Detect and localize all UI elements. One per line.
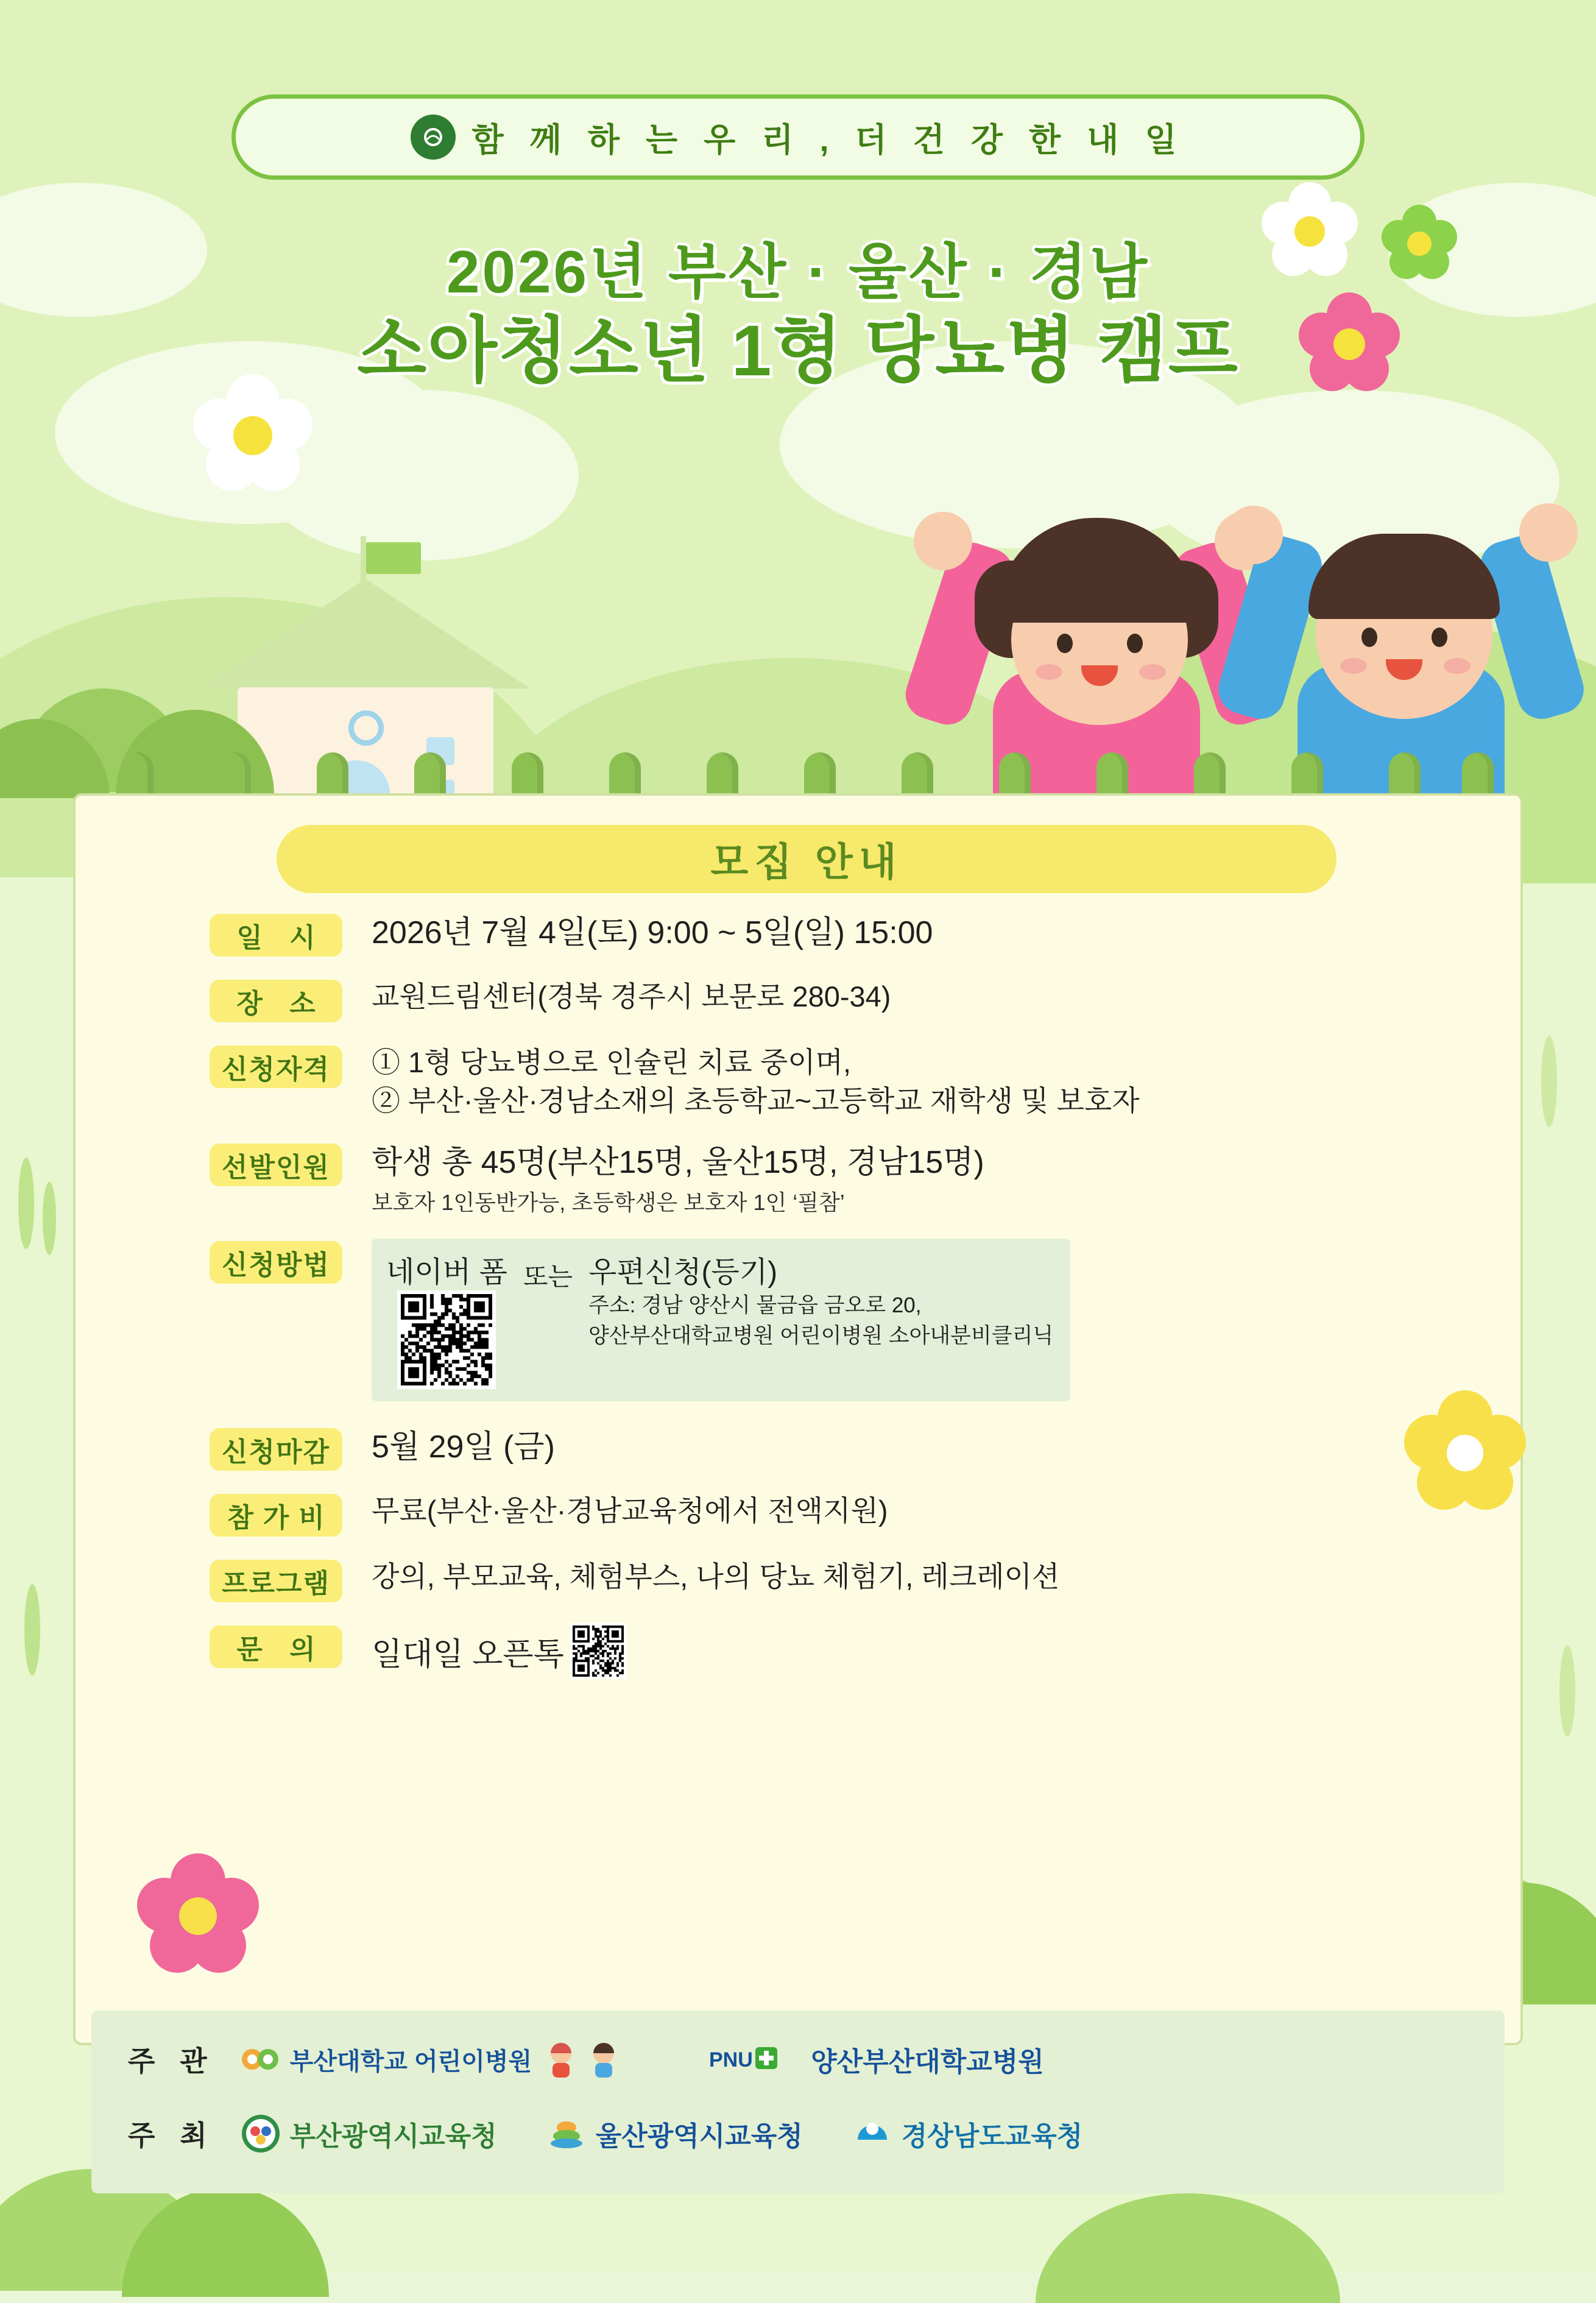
row-place-value: 교원드림센터(경북 경주시 보문로 280-34) bbox=[372, 980, 891, 1013]
row-quota bbox=[76, 1141, 1520, 1219]
row-fee-value: 무료(부산·울산·경남교육청에서 전액지원) bbox=[372, 1495, 888, 1527]
pnuyh-logo bbox=[687, 2041, 802, 2078]
slogan-text: 함 께 하 는 우 리 , 더 건 강 한 내 일 bbox=[471, 121, 1185, 158]
organizer-org-1 bbox=[240, 2113, 497, 2154]
grass-5 bbox=[24, 1584, 40, 1675]
pnu-childrens-hospital-logo bbox=[240, 2039, 281, 2080]
row-contact-tag: 문 의 bbox=[210, 1626, 342, 1668]
row-date-value: 2026년 7월 4일(토) 9:00 ~ 5일(일) 15:00 bbox=[372, 915, 933, 950]
row-quota-value: 학생 총 45명(부산15명, 울산15명, 경남15명) bbox=[372, 1144, 984, 1180]
opentalk-group[interactable] bbox=[372, 1623, 626, 1679]
svg-text:PNU: PNU bbox=[709, 2048, 753, 2071]
grass-2 bbox=[43, 1182, 56, 1255]
host-org-2-name: 양산부산대학교병원 bbox=[811, 2047, 1044, 2077]
card-heading-text: 모집 안내 bbox=[710, 840, 903, 884]
organizer-org-1-name: 부산광역시교육청 bbox=[289, 2121, 497, 2151]
child-mascots-icon bbox=[540, 2040, 632, 2079]
row-program bbox=[76, 1557, 1520, 1602]
naver-form-qr[interactable] bbox=[397, 1290, 496, 1389]
row-eligibility-value-1: ① 1형 당뇨병으로 인슐린 치료 중이며, bbox=[372, 1046, 852, 1078]
title-line-2: 소아청소년 1형 당뇨병 캠프 bbox=[357, 310, 1239, 391]
opentalk-qr[interactable] bbox=[570, 1623, 626, 1679]
row-apply-method-tag: 신청방법 bbox=[210, 1241, 342, 1284]
footer-host-label: 주 관 bbox=[128, 2045, 216, 2077]
postal-address-line-2: 양산부산대학교병원 어린이병원 소아내분비클리닉 bbox=[588, 1324, 1054, 1348]
footer-credits bbox=[91, 2011, 1505, 2193]
emblem-icon bbox=[411, 115, 456, 160]
postal-apply-title: 우편신청(등기) bbox=[588, 1256, 778, 1289]
row-quota-tag: 선발인원 bbox=[210, 1144, 342, 1186]
row-contact bbox=[76, 1623, 1520, 1679]
title-line-1: 2026년 부산 · 울산 · 경남 bbox=[446, 238, 1150, 305]
organizer-org-3-name: 경상남도교육청 bbox=[901, 2121, 1083, 2151]
naver-form-label: 네이버 폼 bbox=[386, 1256, 507, 1289]
flower-pink-card-left bbox=[128, 1846, 268, 1986]
row-program-value: 강의, 부모교육, 체험부스, 나의 당뇨 체험기, 레크레이션 bbox=[372, 1560, 1060, 1593]
busan-education-office-logo bbox=[240, 2113, 281, 2154]
row-deadline-value: 5월 29일 (금) bbox=[372, 1429, 555, 1465]
recruitment-card bbox=[73, 793, 1523, 2045]
row-program-tag: 프로그램 bbox=[210, 1560, 342, 1602]
row-fee-tag: 참가비 bbox=[210, 1494, 342, 1537]
row-deadline bbox=[76, 1426, 1520, 1471]
footer-hosts-row bbox=[128, 2039, 1044, 2080]
grass-3 bbox=[1541, 1036, 1557, 1127]
row-place-tag: 장 소 bbox=[210, 980, 342, 1022]
row-quota-note: 보호자 1인동반가능, 초등학생은 보호자 1인 ‘필참’ bbox=[372, 1190, 845, 1215]
grass-1 bbox=[18, 1158, 34, 1249]
grass-4 bbox=[1559, 1645, 1575, 1736]
host-org-1 bbox=[240, 2039, 632, 2080]
flower-pink-title bbox=[1291, 286, 1407, 402]
row-date bbox=[76, 911, 1520, 957]
row-place bbox=[76, 977, 1520, 1022]
card-heading bbox=[277, 825, 1336, 893]
organizer-org-2-name: 울산광역시교육청 bbox=[595, 2121, 803, 2151]
flower-green-top-right bbox=[1377, 201, 1462, 286]
flower-white-top-right bbox=[1255, 177, 1365, 286]
row-date-tag: 일 시 bbox=[210, 914, 342, 957]
footer-organizer-label: 주 최 bbox=[128, 2120, 216, 2151]
info-rows bbox=[76, 911, 1520, 1700]
opentalk-label: 일대일 오픈톡 bbox=[372, 1636, 564, 1672]
gyeongnam-education-office-logo bbox=[852, 2113, 893, 2154]
row-apply-method bbox=[76, 1239, 1520, 1401]
row-eligibility bbox=[76, 1043, 1520, 1120]
apply-method-box bbox=[372, 1239, 1070, 1401]
postal-apply-column bbox=[588, 1248, 1053, 1351]
row-deadline-tag: 신청마감 bbox=[210, 1428, 342, 1471]
postal-address-line-1: 주소: 경남 양산시 물금읍 금오로 20, bbox=[588, 1293, 922, 1318]
host-org-2 bbox=[687, 2040, 1044, 2079]
ulsan-education-office-logo bbox=[546, 2113, 587, 2154]
naver-form-column[interactable] bbox=[386, 1248, 507, 1389]
organizer-org-2 bbox=[546, 2113, 803, 2154]
organizer-org-3 bbox=[852, 2113, 1083, 2154]
bush-bottom-mid bbox=[1036, 2193, 1340, 2303]
flower-white-left bbox=[183, 366, 323, 506]
row-eligibility-value-2: ② 부산·울산·경남소재의 초등학교~고등학교 재학생 및 보호자 bbox=[372, 1084, 1140, 1117]
host-org-1-name: 부산대학교 어린이병원 bbox=[289, 2048, 532, 2075]
slogan-banner bbox=[231, 94, 1365, 180]
footer-organizers-row bbox=[128, 2113, 1082, 2154]
row-eligibility-tag: 신청자격 bbox=[210, 1045, 342, 1088]
apply-or-label: 또는 bbox=[523, 1262, 573, 1292]
flower-yellow-card-right bbox=[1395, 1383, 1535, 1523]
row-fee bbox=[76, 1491, 1520, 1537]
